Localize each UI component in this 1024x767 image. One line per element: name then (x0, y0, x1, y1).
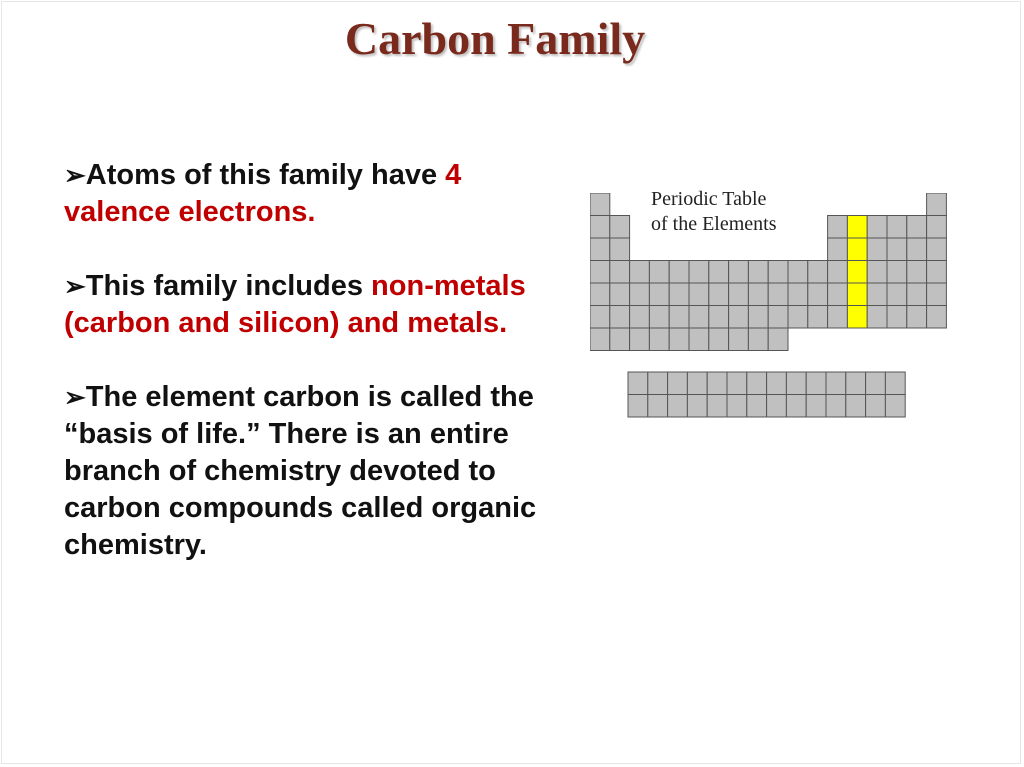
element-cell (887, 283, 907, 306)
element-cell (768, 283, 788, 306)
f-block-cell (767, 395, 787, 418)
f-block-cell (687, 395, 707, 418)
element-cell (927, 216, 947, 239)
element-cell (808, 261, 828, 284)
f-block-cell (885, 372, 905, 395)
f-block-cell (786, 372, 806, 395)
f-block-cell (648, 372, 668, 395)
bullet-item (64, 379, 544, 564)
f-block-cell (707, 372, 727, 395)
bullet-item (64, 268, 544, 342)
element-cell (610, 238, 630, 261)
f-block-cell (826, 372, 846, 395)
element-cell (927, 283, 947, 306)
element-cell (907, 216, 927, 239)
arrow-bullet-icon: ➢ (64, 382, 86, 412)
f-block-cell (648, 395, 668, 418)
element-cell (649, 306, 669, 329)
element-cell (768, 261, 788, 284)
element-cell (630, 261, 650, 284)
element-cell (907, 261, 927, 284)
arrow-bullet-icon: ➢ (64, 160, 86, 190)
f-block-cell (628, 372, 648, 395)
element-cell (828, 306, 848, 329)
element-cell (610, 261, 630, 284)
element-cell (630, 328, 650, 351)
element-cell (867, 238, 887, 261)
element-cell (907, 238, 927, 261)
element-cell (709, 328, 729, 351)
f-block-cell (806, 395, 826, 418)
slide-title: Carbon Family (344, 13, 646, 64)
element-cell (907, 283, 927, 306)
f-block-cell (668, 372, 688, 395)
f-block-cell (747, 395, 767, 418)
element-cell (689, 283, 709, 306)
element-cell (590, 238, 610, 261)
f-block-cell (826, 395, 846, 418)
element-cell (610, 328, 630, 351)
f-block-cell (806, 372, 826, 395)
bullet-text: valence electrons. (64, 196, 316, 228)
carbon-family-cell (847, 283, 867, 306)
f-block-cell (707, 395, 727, 418)
element-cell (808, 306, 828, 329)
element-cell (887, 216, 907, 239)
element-cell (689, 261, 709, 284)
bullet-text: and metals. (339, 307, 508, 339)
f-block-cell (727, 372, 747, 395)
element-cell (788, 306, 808, 329)
element-cell (748, 261, 768, 284)
periodic-table-label-line1: Periodic Table (651, 188, 767, 210)
element-cell (669, 328, 689, 351)
element-cell (927, 193, 947, 216)
highlight-text: 4 (445, 159, 462, 191)
element-cell (669, 306, 689, 329)
element-cell (610, 306, 630, 329)
element-cell (669, 261, 689, 284)
element-cell (828, 216, 848, 239)
element-cell (768, 306, 788, 329)
carbon-family-cell (847, 216, 867, 239)
periodic-table-label-line2: of the Elements (651, 213, 777, 235)
element-cell (867, 306, 887, 329)
f-block-cell (767, 372, 787, 395)
f-block-cell (727, 395, 747, 418)
element-cell (729, 261, 749, 284)
f-block-cell (786, 395, 806, 418)
element-cell (788, 261, 808, 284)
element-cell (590, 328, 610, 351)
element-cell (709, 283, 729, 306)
bullet-item (64, 157, 544, 231)
bullet-list (64, 157, 544, 601)
element-cell (828, 283, 848, 306)
element-cell (630, 306, 650, 329)
element-cell (748, 328, 768, 351)
bullet-text: The element carbon is called the “basis of life.” There is an entire branch of chemistry devoted to carbon compounds called organic chemistry. (64, 381, 537, 561)
element-cell (649, 283, 669, 306)
f-block-cell (628, 395, 648, 418)
carbon-family-cell (847, 261, 867, 284)
element-cell (729, 283, 749, 306)
f-block-cell (668, 395, 688, 418)
element-cell (630, 283, 650, 306)
element-cell (610, 216, 630, 239)
element-cell (748, 306, 768, 329)
bullet-text: This family includes (85, 270, 372, 302)
element-cell (590, 261, 610, 284)
element-cell (887, 238, 907, 261)
element-cell (927, 238, 947, 261)
highlight-text: non-metals (carbon and silicon) (64, 270, 526, 339)
element-cell (689, 306, 709, 329)
f-block-cell (747, 372, 767, 395)
f-block-cell (866, 372, 886, 395)
element-cell (887, 261, 907, 284)
element-cell (887, 306, 907, 329)
element-cell (748, 283, 768, 306)
f-block-cell (846, 372, 866, 395)
f-block-cell (846, 395, 866, 418)
element-cell (709, 261, 729, 284)
arrow-bullet-icon: ➢ (64, 271, 86, 301)
element-cell (729, 306, 749, 329)
element-cell (590, 306, 610, 329)
element-cell (828, 261, 848, 284)
element-cell (729, 328, 749, 351)
element-cell (828, 238, 848, 261)
element-cell (788, 283, 808, 306)
element-cell (610, 283, 630, 306)
element-cell (669, 283, 689, 306)
periodic-table-label (651, 187, 777, 237)
f-block-cell (885, 395, 905, 418)
f-block-cell (687, 372, 707, 395)
bullet-text: Atoms of this family have (85, 159, 446, 191)
element-cell (867, 216, 887, 239)
carbon-family-cell (847, 238, 867, 261)
element-cell (709, 306, 729, 329)
element-cell (927, 306, 947, 329)
element-cell (649, 261, 669, 284)
f-block-cell (866, 395, 886, 418)
element-cell (768, 328, 788, 351)
element-cell (927, 261, 947, 284)
element-cell (590, 193, 610, 216)
element-cell (867, 261, 887, 284)
element-cell (590, 283, 610, 306)
element-cell (808, 283, 828, 306)
element-cell (867, 283, 887, 306)
element-cell (689, 328, 709, 351)
element-cell (590, 216, 610, 239)
element-cell (649, 328, 669, 351)
carbon-family-cell (847, 306, 867, 329)
element-cell (907, 306, 927, 329)
